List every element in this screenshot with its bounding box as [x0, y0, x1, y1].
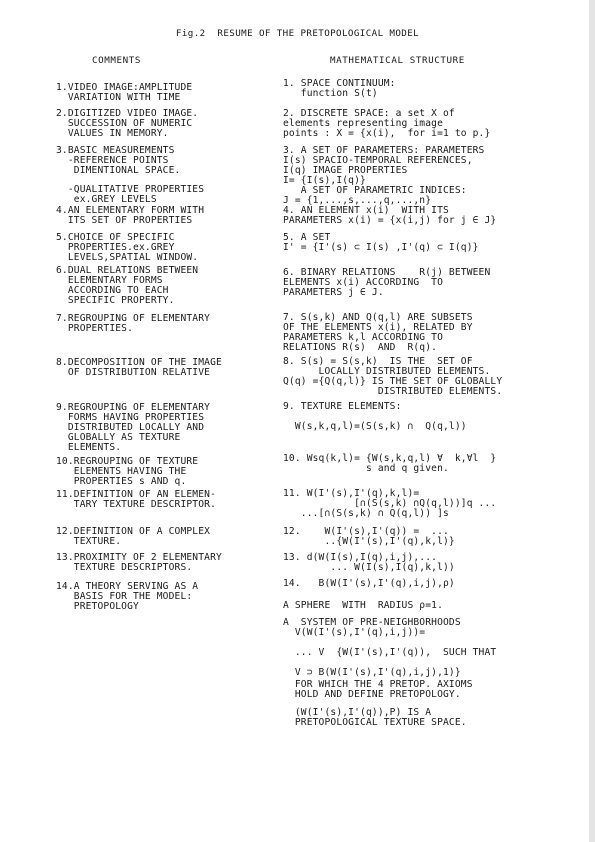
math-item-3-line-5: A SET OF PARAMETRIC INDICES:: [283, 185, 467, 196]
math-item-3-line-6: J = {1,...,s,...,q,...,n}: [283, 195, 432, 206]
comment-item-3-line-5: -QUALITATIVE PROPERTIES: [56, 184, 205, 195]
math-item-3-line-4: I= {I(s),I(q)}: [283, 175, 366, 186]
comment-item-13-line-1: 13.PROXIMITY OF 2 ELEMENTARY: [56, 552, 222, 563]
math-item-1-line-1: 1. SPACE CONTINUUM:: [283, 78, 396, 89]
math-item-3-line-2: I(s) SPACIO-TEMPORAL REFERENCES,: [283, 155, 473, 166]
comments-header: COMMENTS: [92, 55, 142, 66]
comment-item-8-line-2: OF DISTRIBUTION RELATIVE: [56, 367, 211, 378]
math-item-9-line-3: W(s,k,q,l)=(S(s,k) ∩ Q(q,l)): [283, 421, 467, 432]
comment-item-3-line-2: -REFERENCE POINTS: [56, 155, 169, 166]
comment-item-2-line-2: SUCCESSION OF NUMERIC: [56, 118, 193, 129]
math-item-8-line-1: 8. S(s) = S(s,k) IS THE SET OF: [283, 356, 473, 367]
math-item-8-line-4: DISTRIBUTED ELEMENTS.: [283, 386, 503, 397]
comment-item-9-line-4: GLOBALLY AS TEXTURE: [56, 432, 181, 443]
math-item-6-line-3: PARAMETERS j ∈ J.: [283, 287, 384, 298]
math-item-6-line-1: 6. BINARY RELATIONS R(j) BETWEEN: [283, 267, 491, 278]
math-item-17-line-1: FOR WHICH THE 4 PRETOP. AXIOMS: [283, 679, 473, 690]
math-item-10-line-2: s and q given.: [283, 463, 449, 474]
comment-item-4-line-1: 4.AN ELEMENTARY FORM WITH: [56, 205, 205, 216]
page-edge-shadow: [589, 0, 595, 842]
math-item-7-line-2: OF THE ELEMENTS x(i), RELATED BY: [283, 322, 473, 333]
comment-item-6-line-1: 6.DUAL RELATIONS BETWEEN: [56, 265, 199, 276]
comment-item-10-line-1: 10.REGROUPING OF TEXTURE: [56, 456, 199, 467]
comment-item-1-line-2: VARIATION WITH TIME: [56, 92, 181, 103]
comment-item-9-line-5: ELEMENTS.: [56, 442, 122, 453]
comment-item-5-line-1: 5.CHOICE OF SPECIFIC: [56, 232, 175, 243]
math-item-5-line-1: 5. A SET: [283, 232, 331, 243]
comment-item-3-line-6: ex.GREY LEVELS: [56, 194, 157, 205]
math-item-11-line-1: 11. W(I'(s),I'(q),k,l)=: [283, 488, 420, 499]
comment-item-7-line-2: PROPERTIES.: [56, 323, 134, 334]
comment-item-3-line-3: DIMENTIONAL SPACE.: [56, 165, 181, 176]
math-item-2-line-1: 2. DISCRETE SPACE: a set X of: [283, 108, 455, 119]
math-item-2-line-3: points : X = {x(i), for i=1 to p.}: [283, 128, 491, 139]
math-item-4-line-1: 4. AN ELEMENT x(i) WITH ITS: [283, 205, 449, 216]
comment-item-12-line-2: TEXTURE.: [56, 536, 122, 547]
comment-item-13-line-2: TEXTURE DESCRIPTORS.: [56, 562, 193, 573]
comment-item-10-line-3: PROPERTIES s AND q.: [56, 476, 187, 487]
math-item-15-line-1: A SPHERE WITH RADIUS ρ=1.: [283, 600, 443, 611]
math-item-10-line-1: 10. Wsq(k,l)= {W(s,k,q,l) ∀ k,∀l }: [283, 453, 497, 464]
math-item-13-line-2: ... W(I(s),I(q),k,l)): [283, 562, 455, 573]
comment-item-6-line-2: ELEMENTARY FORMS: [56, 275, 163, 286]
comment-item-9-line-3: DISTRIBUTED LOCALLY AND: [56, 422, 205, 433]
comment-item-14-line-2: BASIS FOR THE MODEL:: [56, 591, 193, 602]
comment-item-12-line-1: 12.DEFINITION OF A COMPLEX: [56, 526, 211, 537]
math-item-13-line-1: 13. d(W(I(s),I(q),i,j),...: [283, 552, 438, 563]
math-item-12-line-2: ..{W(I'(s),I'(q),k,l)}: [283, 536, 455, 547]
comment-item-9-line-2: FORMS HAVING PROPERTIES: [56, 412, 205, 423]
math-item-7-line-1: 7. S(s,k) AND Q(q,l) ARE SUBSETS: [283, 312, 473, 323]
comment-item-8-line-1: 8.DECOMPOSITION OF THE IMAGE: [56, 357, 222, 368]
comment-item-14-line-1: 14.A THEORY SERVING AS A: [56, 581, 199, 592]
math-item-2-line-2: elements representing image: [283, 118, 443, 129]
math-item-12-line-1: 12. W(I'(s),I'(q)) = ...: [283, 526, 449, 537]
comment-item-3-line-1: 3.BASIC MEASUREMENTS: [56, 145, 175, 156]
comment-item-14-line-3: PRETOPOLOGY: [56, 601, 139, 612]
math-item-4-line-2: PARAMETERS x(i) = {x(i,j) for j ∈ J}: [283, 215, 497, 226]
math-item-18-line-1: (W(I'(s),I'(q)),P) IS A: [283, 707, 432, 718]
comment-item-7-line-1: 7.REGROUPING OF ELEMENTARY: [56, 313, 211, 324]
math-item-18-line-2: PRETOPOLOGICAL TEXTURE SPACE.: [283, 717, 467, 728]
math-item-9-line-1: 9. TEXTURE ELEMENTS:: [283, 401, 402, 412]
comment-item-11-line-2: TARY TEXTURE DESCRIPTOR.: [56, 499, 216, 510]
math-item-8-line-3: Q(q) ={Q(q,l)} IS THE SET OF GLOBALLY: [283, 376, 503, 387]
math-item-16-line-6: V ⊃ B(W(I'(s),I'(q),i,j),1)}: [283, 667, 461, 678]
math-item-3-line-3: I(q) IMAGE PROPERTIES: [283, 165, 408, 176]
math-structure-header: MATHEMATICAL STRUCTURE: [330, 55, 465, 66]
comment-item-1-line-1: 1.VIDEO IMAGE:AMPLITUDE: [56, 82, 193, 93]
figure-title: Fig.2 RESUME OF THE PRETOPOLOGICAL MODEL: [175, 28, 420, 39]
math-item-11-line-2: [∩(S(s,k) ∩Q(q,l))]q ...: [283, 498, 497, 509]
comment-item-5-line-3: LEVELS,SPATIAL WINDOW.: [56, 252, 199, 263]
comment-item-6-line-3: ACCORDING TO EACH: [56, 285, 169, 296]
math-item-16-line-1: A SYSTEM OF PRE-NEIGHBORHOODS: [283, 617, 461, 628]
math-item-16-line-4: ... V {W(I'(s),I'(q)), SUCH THAT: [283, 647, 497, 658]
comment-item-11-line-1: 11.DEFINITION OF AN ELEMEN-: [56, 489, 216, 500]
math-item-5-line-2: I' = {I'(s) ⊂ I(s) ,I'(q) ⊂ I(q)}: [283, 242, 479, 253]
comment-item-10-line-2: ELEMENTS HAVING THE: [56, 466, 187, 477]
math-item-7-line-4: RELATIONS R(s) AND R(q).: [283, 342, 438, 353]
math-item-1-line-2: function S(t): [283, 88, 378, 99]
comment-item-5-line-2: PROPERTIES.ex.GREY: [56, 242, 175, 253]
comment-item-2-line-3: VALUES IN MEMORY.: [56, 128, 169, 139]
comment-item-4-line-2: ITS SET OF PROPERTIES: [56, 215, 193, 226]
math-item-16-line-2: V(W(I'(s),I'(q),i,j))=: [283, 627, 426, 638]
math-item-17-line-2: HOLD AND DEFINE PRETOPOLOGY.: [283, 689, 461, 700]
math-item-7-line-3: PARAMETERS k,l ACCORDING TO: [283, 332, 443, 343]
comment-item-2-line-1: 2.DIGITIZED VIDEO IMAGE.: [56, 108, 199, 119]
math-item-14-line-1: 14. B(W(I'(s),I'(q),i,j),ρ): [283, 578, 455, 589]
math-item-8-line-2: LOCALLY DISTRIBUTED ELEMENTS.: [283, 366, 491, 377]
math-item-11-line-3: ...[∩(S(s,k) ∩ Q(q,l)) ]s: [283, 508, 449, 519]
comment-item-9-line-1: 9.REGROUPING OF ELEMENTARY: [56, 402, 211, 413]
math-item-6-line-2: ELEMENTS x(i) ACCORDING TO: [283, 277, 443, 288]
math-item-3-line-1: 3. A SET OF PARAMETERS: PARAMETERS: [283, 145, 485, 156]
comment-item-6-line-4: SPECIFIC PROPERTY.: [56, 295, 175, 306]
